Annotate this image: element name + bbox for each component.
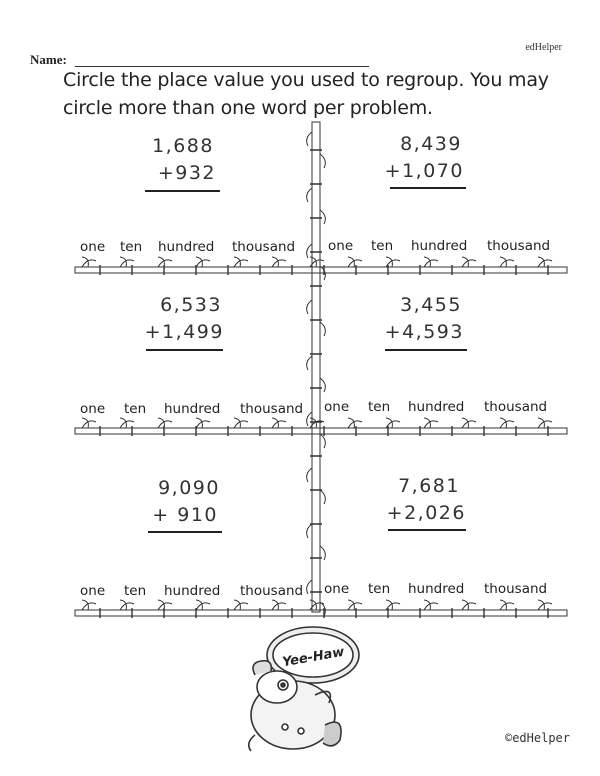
- choice-thousand[interactable]: thousand: [484, 581, 548, 597]
- problem-5-answer-line[interactable]: [148, 531, 222, 533]
- problem-3-bottom: +1,499: [144, 321, 224, 343]
- choice-one[interactable]: one: [80, 583, 106, 599]
- choice-hundred[interactable]: hundred: [158, 239, 215, 255]
- choices-problem-4: [324, 399, 547, 415]
- choice-one[interactable]: one: [80, 239, 106, 255]
- choices-problem-1: [80, 239, 295, 255]
- choice-thousand[interactable]: thousand: [240, 583, 304, 599]
- problem-1-top: 1,688: [152, 135, 214, 157]
- bamboo-vertical: [307, 122, 326, 616]
- choice-ten[interactable]: ten: [371, 238, 394, 254]
- choice-one[interactable]: one: [80, 401, 106, 417]
- choice-hundred[interactable]: hundred: [164, 583, 221, 599]
- problem-2-bottom: +1,070: [384, 160, 464, 182]
- choice-ten[interactable]: ten: [124, 583, 147, 599]
- mascot-illustration: [225, 615, 375, 755]
- problem-2-answer-line[interactable]: [390, 187, 466, 189]
- problem-6-top: 7,681: [398, 475, 460, 497]
- brand-header: edHelper: [525, 42, 562, 53]
- problem-1-answer-line[interactable]: [145, 190, 220, 192]
- choice-one[interactable]: one: [328, 238, 354, 254]
- choice-hundred[interactable]: hundred: [411, 238, 468, 254]
- problem-6-answer-line[interactable]: [388, 529, 466, 531]
- choice-thousand[interactable]: thousand: [232, 239, 296, 255]
- choice-ten[interactable]: ten: [120, 239, 143, 255]
- choice-hundred[interactable]: hundred: [408, 399, 465, 415]
- choice-thousand[interactable]: thousand: [487, 238, 551, 254]
- bamboo-horizontal-1: [75, 257, 567, 275]
- mascot-sign-text: Yee-Haw: [281, 644, 346, 671]
- choice-thousand[interactable]: thousand: [484, 399, 548, 415]
- problem-3-answer-line[interactable]: [146, 349, 223, 351]
- footer-credit: ©edHelper: [504, 731, 570, 745]
- problem-2-top: 8,439: [400, 133, 462, 155]
- choice-ten[interactable]: ten: [368, 399, 391, 415]
- problem-3-top: 6,533: [160, 294, 222, 316]
- choices-problem-6: [324, 581, 547, 597]
- choice-one[interactable]: one: [324, 399, 350, 415]
- instructions: Circle the place value you used to regroup. You may circle more than one word per problem.: [63, 69, 549, 119]
- choice-hundred[interactable]: hundred: [164, 401, 221, 417]
- choice-ten[interactable]: ten: [368, 581, 391, 597]
- choice-hundred[interactable]: hundred: [408, 581, 465, 597]
- problem-4-top: 3,455: [400, 294, 462, 316]
- choice-thousand[interactable]: thousand: [240, 401, 304, 417]
- problem-4-answer-line[interactable]: [385, 349, 467, 351]
- problem-5-bottom: + 910: [152, 504, 218, 526]
- bamboo-horizontal-2: [75, 418, 567, 436]
- problem-5-top: 9,090: [158, 477, 220, 499]
- choices-problem-3: [80, 401, 303, 417]
- name-label: Name:: [30, 52, 67, 67]
- choices-problem-5: [80, 583, 303, 599]
- choices-problem-2: [328, 238, 550, 254]
- problem-6-bottom: +2,026: [386, 502, 466, 524]
- choice-ten[interactable]: ten: [124, 401, 147, 417]
- problem-1-bottom: +932: [157, 162, 216, 184]
- problem-4-bottom: +4,593: [384, 321, 464, 343]
- choice-one[interactable]: one: [324, 581, 350, 597]
